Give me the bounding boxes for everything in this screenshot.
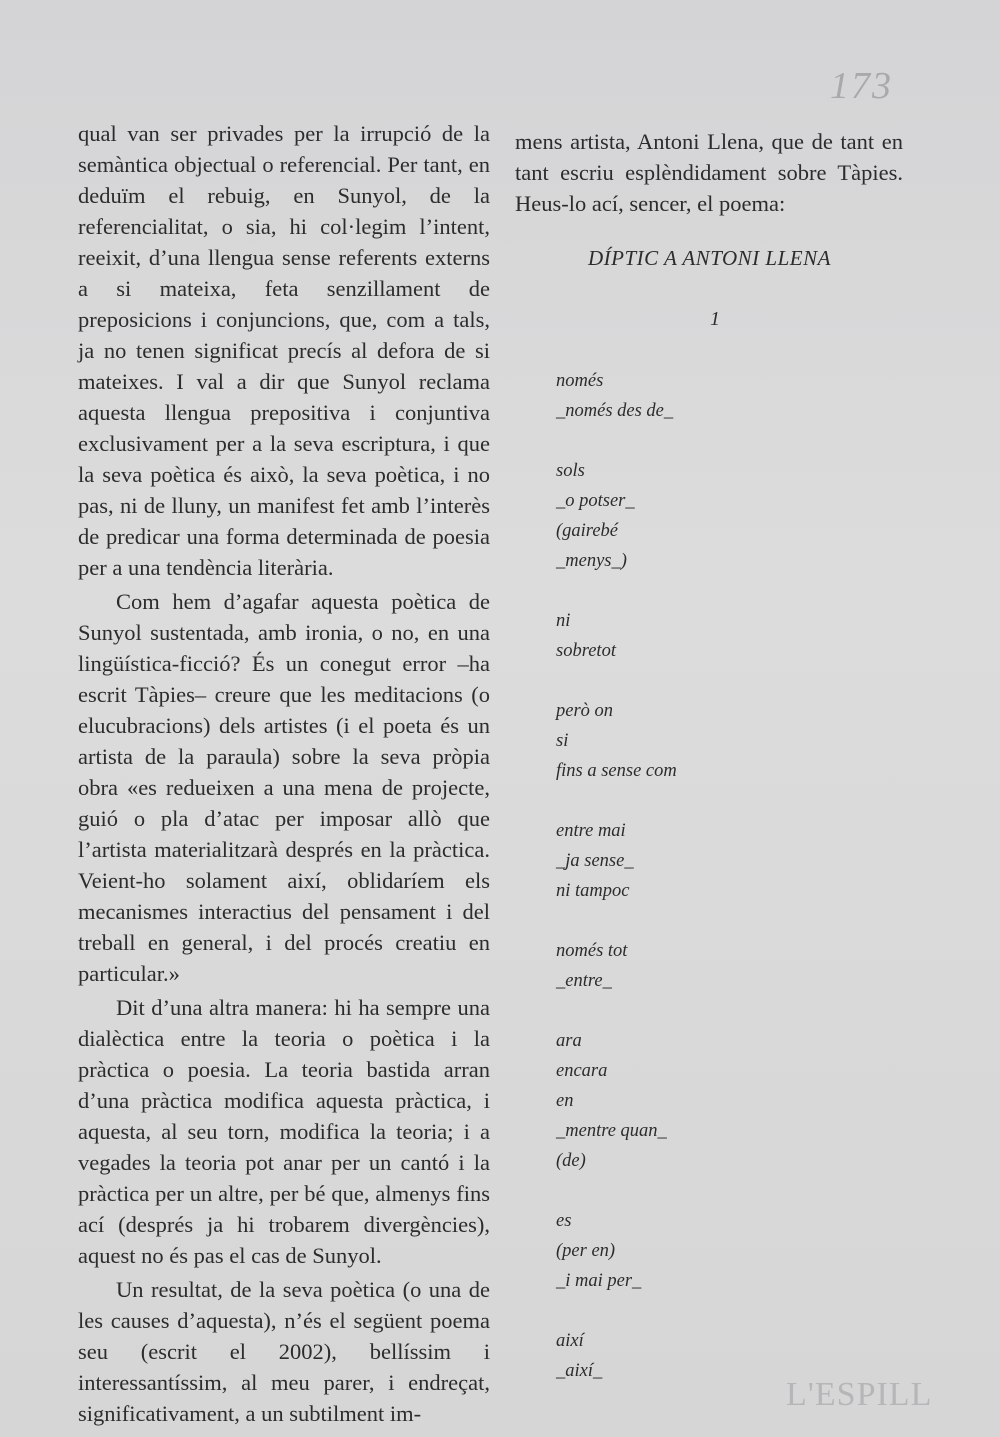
poem-line: en: [556, 1091, 574, 1111]
paragraph: Com hem d’agafar aquesta poètica de Sunyol sustentada, amb ironia, o no, en una lingüística-ficció? És un conegut error –ha escrit Tàpies– creure que les meditacions (o elucubracions) dels artistes (i el poeta és un artista de la paraula) sobre la seva pròpia obra «es redueixen a una mena de projecte, guió o pla d’atac per imposar allò que l’artista materialitzarà després en la pràctica. Veient-ho solament així, oblidaríem els mecanismes interactius del pensament i del treball en general, i del procés creatiu en particular.»: [78, 589, 490, 986]
poem-line: _o potser_: [556, 491, 635, 511]
poem-line: però on: [556, 701, 614, 721]
poem-line: encara: [556, 1061, 608, 1081]
poem-line: ni: [556, 611, 571, 631]
poem-section-number: 1: [710, 308, 720, 330]
poem-line: _mentre quan_: [556, 1121, 667, 1141]
poem-stanza: [556, 606, 856, 666]
paragraph: qual van ser privades per la irrupció de la semàntica objectual o referencial. Per tant, en deduïm el rebuig, en Sunyol, de la referencialitat, o sia, hi col·legim l’intent, reeixit, d’una llengua sense referents externs a si mateixa, feta senzillament de preposicions i conjuncions, que, com a tals, ja no tenen significat precís al defora de si mateixes. I val a dir que Sunyol reclama aquesta llengua prepositiva i conjuntiva exclusivament per a la seva escriptura, i que la seva poètica és això, la seva poètica, i no pas, ni de lluny, un manifest fet amb l’interès de predicar una forma determinada de poesia per a una tendència literària.: [78, 121, 490, 580]
poem-stanza: [556, 1026, 856, 1176]
poem-line: _ja sense_: [556, 851, 634, 871]
poem-line: només tot: [556, 941, 628, 961]
poem-line: es: [556, 1211, 572, 1231]
poem-line: (per en): [556, 1241, 616, 1261]
poem-stanza: [556, 816, 856, 906]
right-column: [515, 126, 903, 219]
poem-line: _i mai per_: [556, 1271, 642, 1291]
poem-line: _menys_): [556, 551, 627, 571]
poem-stanza: [556, 936, 856, 996]
poem-line: (de): [556, 1151, 586, 1171]
poem-line: sobretot: [556, 641, 616, 661]
page-number: 173: [830, 65, 893, 107]
poem-line: _només des de_: [556, 401, 674, 421]
poem-line: fins a sense com: [556, 761, 677, 781]
poem-line: sols: [556, 461, 585, 481]
poem-line: entre mai: [556, 821, 626, 841]
poem-line: ara: [556, 1031, 582, 1051]
poem-stanza: [556, 696, 856, 786]
poem-line: només: [556, 371, 604, 391]
poem: [556, 366, 856, 1416]
poem-line: si: [556, 731, 569, 751]
publication-logo: L'ESPILL: [786, 1376, 933, 1413]
poem-stanza: [556, 1206, 856, 1296]
poem-title: DÍPTIC A ANTONI LLENA: [588, 246, 831, 270]
paragraph: Dit d’una altra manera: hi ha sempre una dialèctica entre la teoria o poètica i la pràctica o poesia. La teoria bastida arran d’una pràctica modifica aquesta pràctica, i aquesta, al seu torn, modifica la teoria; i a vegades la teoria pot anar per un cantó i la pràctica per un altre, per bé que, almenys fins ací (després ja hi trobarem divergències), aquest no és pas el cas de Sunyol.: [78, 995, 490, 1268]
paragraph: Un resultat, de la seva poètica (o una de les causes d’aquesta), n’és el següent poema seu (escrit el 2002), bellíssim i interessantíssim, al meu parer, i endreçat, significativament, a un subtilment im-: [78, 1277, 490, 1426]
left-column: [78, 118, 490, 1432]
poem-line: ni tampoc: [556, 881, 630, 901]
poem-line: així: [556, 1331, 584, 1351]
poem-intro: mens artista, Antoni Llena, que de tant en tant escriu esplèndidament sobre Tàpies. Heus-lo ací, sencer, el poema:: [515, 129, 903, 216]
poem-stanza: [556, 456, 856, 576]
poem-line: (gairebé: [556, 521, 618, 541]
poem-line: _entre_: [556, 971, 612, 991]
poem-line: _així_: [556, 1361, 603, 1381]
poem-stanza: [556, 366, 856, 426]
